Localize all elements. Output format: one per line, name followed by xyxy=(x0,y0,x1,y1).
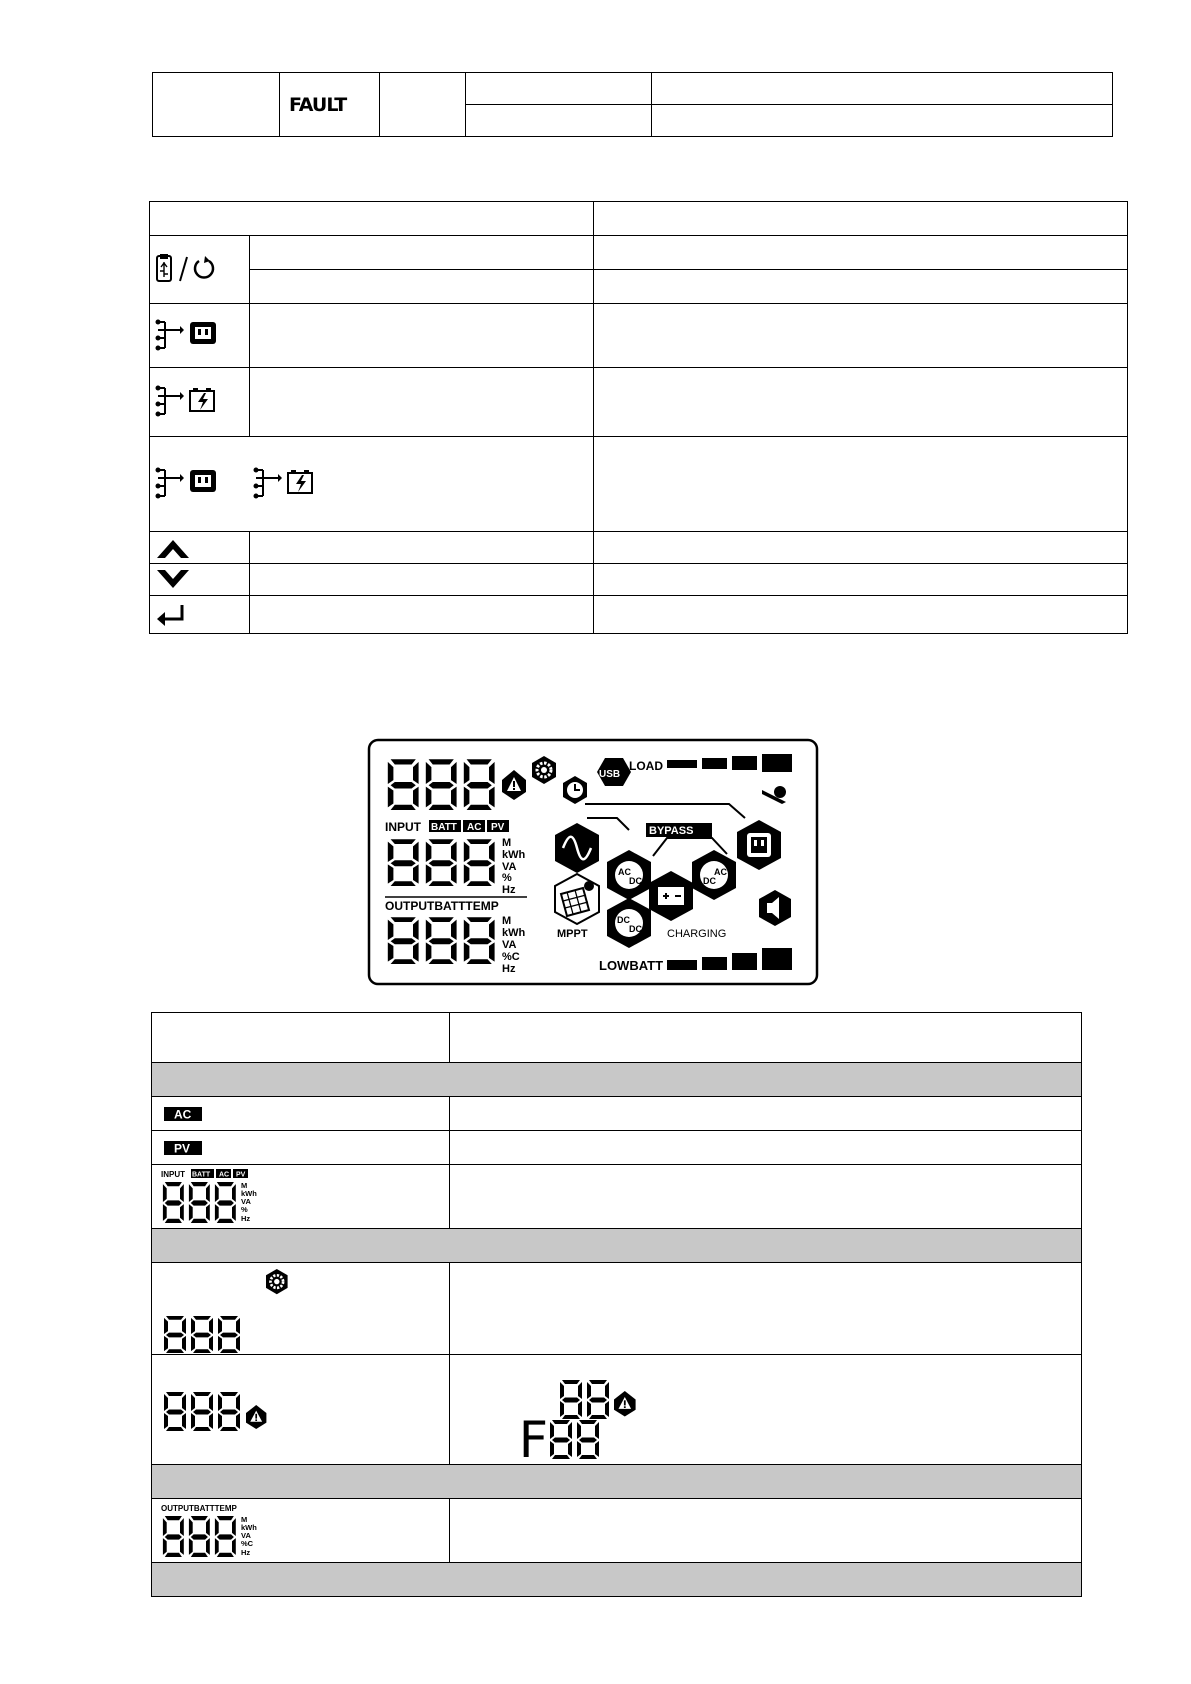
key-function-cell xyxy=(250,236,594,270)
keys-table xyxy=(149,201,1128,634)
unit-m: M xyxy=(502,915,512,927)
function-cell xyxy=(450,1097,1082,1131)
warning-display-cell xyxy=(152,1355,450,1465)
key-description-cell xyxy=(594,437,1128,532)
lcd-lowbatt-label: LOWBATT xyxy=(599,958,664,973)
ac-badge-icon xyxy=(164,1106,204,1122)
unit-va: VA xyxy=(502,861,517,873)
svg-text:%: % xyxy=(241,1204,248,1214)
svg-text:M: M xyxy=(241,1514,248,1524)
svg-text:PV: PV xyxy=(174,1141,191,1155)
config-program-icon xyxy=(162,1269,292,1353)
input-display-icon xyxy=(160,1168,270,1226)
svg-text:kWh: kWh xyxy=(241,1188,257,1198)
lcd-display-panel xyxy=(367,738,819,986)
down-arrow-icon xyxy=(154,568,194,592)
svg-text:BATT: BATT xyxy=(192,1171,211,1178)
svg-text:AC: AC xyxy=(714,867,727,877)
svg-text:AC: AC xyxy=(618,867,631,877)
usb-refresh-icon xyxy=(154,253,220,287)
key-description-cell xyxy=(594,596,1128,634)
led-message-cell xyxy=(652,105,1113,137)
output-source-priority-icon xyxy=(154,317,220,355)
fault-label: FAULT xyxy=(289,93,347,116)
unit-hz: Hz xyxy=(502,884,516,896)
svg-text:DC: DC xyxy=(703,876,716,886)
key-description-cell xyxy=(594,270,1128,304)
solar-panel-icon xyxy=(555,874,599,924)
svg-text:AC: AC xyxy=(219,1171,230,1178)
unit-kwh: kWh xyxy=(502,849,526,861)
pv-badge-icon xyxy=(164,1140,204,1156)
svg-text:DC: DC xyxy=(629,924,642,934)
function-header-cell xyxy=(450,1013,1082,1063)
unit-percent-c: %C xyxy=(502,951,520,963)
key-description-cell xyxy=(594,368,1128,437)
unit-va: VA xyxy=(502,939,517,951)
lcd-pv-badge: PV xyxy=(491,822,505,833)
unit-m: M xyxy=(502,837,512,849)
pv-badge-cell xyxy=(152,1131,450,1165)
section-row xyxy=(152,1063,1082,1097)
enter-icon-cell xyxy=(150,596,250,634)
charger-source-priority-icon xyxy=(154,383,220,421)
svg-text:Hz: Hz xyxy=(241,1547,251,1557)
key-function-cell xyxy=(250,596,594,634)
function-cell xyxy=(450,1499,1082,1563)
lcd-icon-table xyxy=(151,1012,1082,1597)
svg-text:kWh: kWh xyxy=(241,1522,257,1532)
section-row xyxy=(152,1465,1082,1499)
usb-refresh-icon-cell xyxy=(150,236,250,304)
led-message-cell xyxy=(652,73,1113,105)
input-display-cell xyxy=(152,1165,450,1229)
key-function-cell xyxy=(250,532,594,564)
output-display-icon xyxy=(160,1502,270,1560)
ac-badge-cell xyxy=(152,1097,450,1131)
led-state-cell xyxy=(466,73,652,105)
svg-text:DC: DC xyxy=(617,915,630,925)
key-description-cell xyxy=(594,236,1128,270)
function-cell xyxy=(450,1131,1082,1165)
combined-priority-icons xyxy=(154,465,324,503)
key-description-cell xyxy=(594,532,1128,564)
unit-percent: % xyxy=(502,872,512,884)
combined-source-icons-cell xyxy=(150,437,594,532)
led-state-cell xyxy=(466,105,652,137)
svg-text:OUTPUTBATTTEMP: OUTPUTBATTTEMP xyxy=(161,1503,237,1513)
lcd-charging-label: CHARGING xyxy=(667,928,727,940)
svg-text:VA: VA xyxy=(241,1530,251,1540)
output-source-icon-cell xyxy=(150,304,250,368)
key-function-cell xyxy=(250,564,594,596)
lcd-load-label: LOAD xyxy=(629,759,663,773)
fault-code-prefix: F xyxy=(518,1411,549,1461)
svg-text:INPUT: INPUT xyxy=(161,1169,185,1179)
lcd-batt-badge: BATT xyxy=(431,822,457,833)
lcd-usb-label: USB xyxy=(599,769,621,780)
up-icon-cell xyxy=(150,532,250,564)
svg-text:M: M xyxy=(241,1180,248,1190)
svg-text:PV: PV xyxy=(236,1171,246,1178)
key-description-cell xyxy=(594,564,1128,596)
icon-header-cell xyxy=(152,1013,450,1063)
function-cell xyxy=(450,1263,1082,1355)
key-description-cell xyxy=(594,304,1128,368)
led-color-cell xyxy=(380,73,466,137)
led-table xyxy=(152,72,1113,137)
lcd-ac-badge: AC xyxy=(467,822,482,833)
lcd-bypass-label: BYPASS xyxy=(649,825,694,837)
svg-text:AC: AC xyxy=(174,1107,192,1121)
led-name-cell xyxy=(153,73,280,137)
section-row xyxy=(152,1229,1082,1263)
lcd-output-label: OUTPUTBATTTEMP xyxy=(385,899,499,913)
svg-text:%C: %C xyxy=(241,1538,254,1548)
config-display-cell xyxy=(152,1263,450,1355)
svg-text:Hz: Hz xyxy=(241,1213,251,1223)
keys-header-cell xyxy=(150,202,594,236)
output-display-cell xyxy=(152,1499,450,1563)
down-icon-cell xyxy=(150,564,250,596)
key-function-cell xyxy=(250,270,594,304)
warning-fault-code-examples xyxy=(518,1377,718,1461)
lcd-mppt-label: MPPT xyxy=(557,928,588,940)
section-row xyxy=(152,1563,1082,1597)
warning-function-cell xyxy=(450,1355,1082,1465)
up-arrow-icon xyxy=(154,536,194,560)
charger-source-icon-cell xyxy=(150,368,250,437)
key-function-cell xyxy=(250,368,594,437)
unit-kwh: kWh xyxy=(502,927,526,939)
enter-icon xyxy=(154,603,194,627)
svg-text:VA: VA xyxy=(241,1196,251,1206)
svg-text:DC: DC xyxy=(629,876,642,886)
key-function-cell xyxy=(250,304,594,368)
warning-code-icon xyxy=(162,1387,282,1433)
fault-label-cell xyxy=(280,73,380,137)
keys-header-cell xyxy=(594,202,1128,236)
function-cell xyxy=(450,1165,1082,1229)
unit-hz: Hz xyxy=(502,963,516,975)
lcd-input-label: INPUT xyxy=(385,820,421,834)
